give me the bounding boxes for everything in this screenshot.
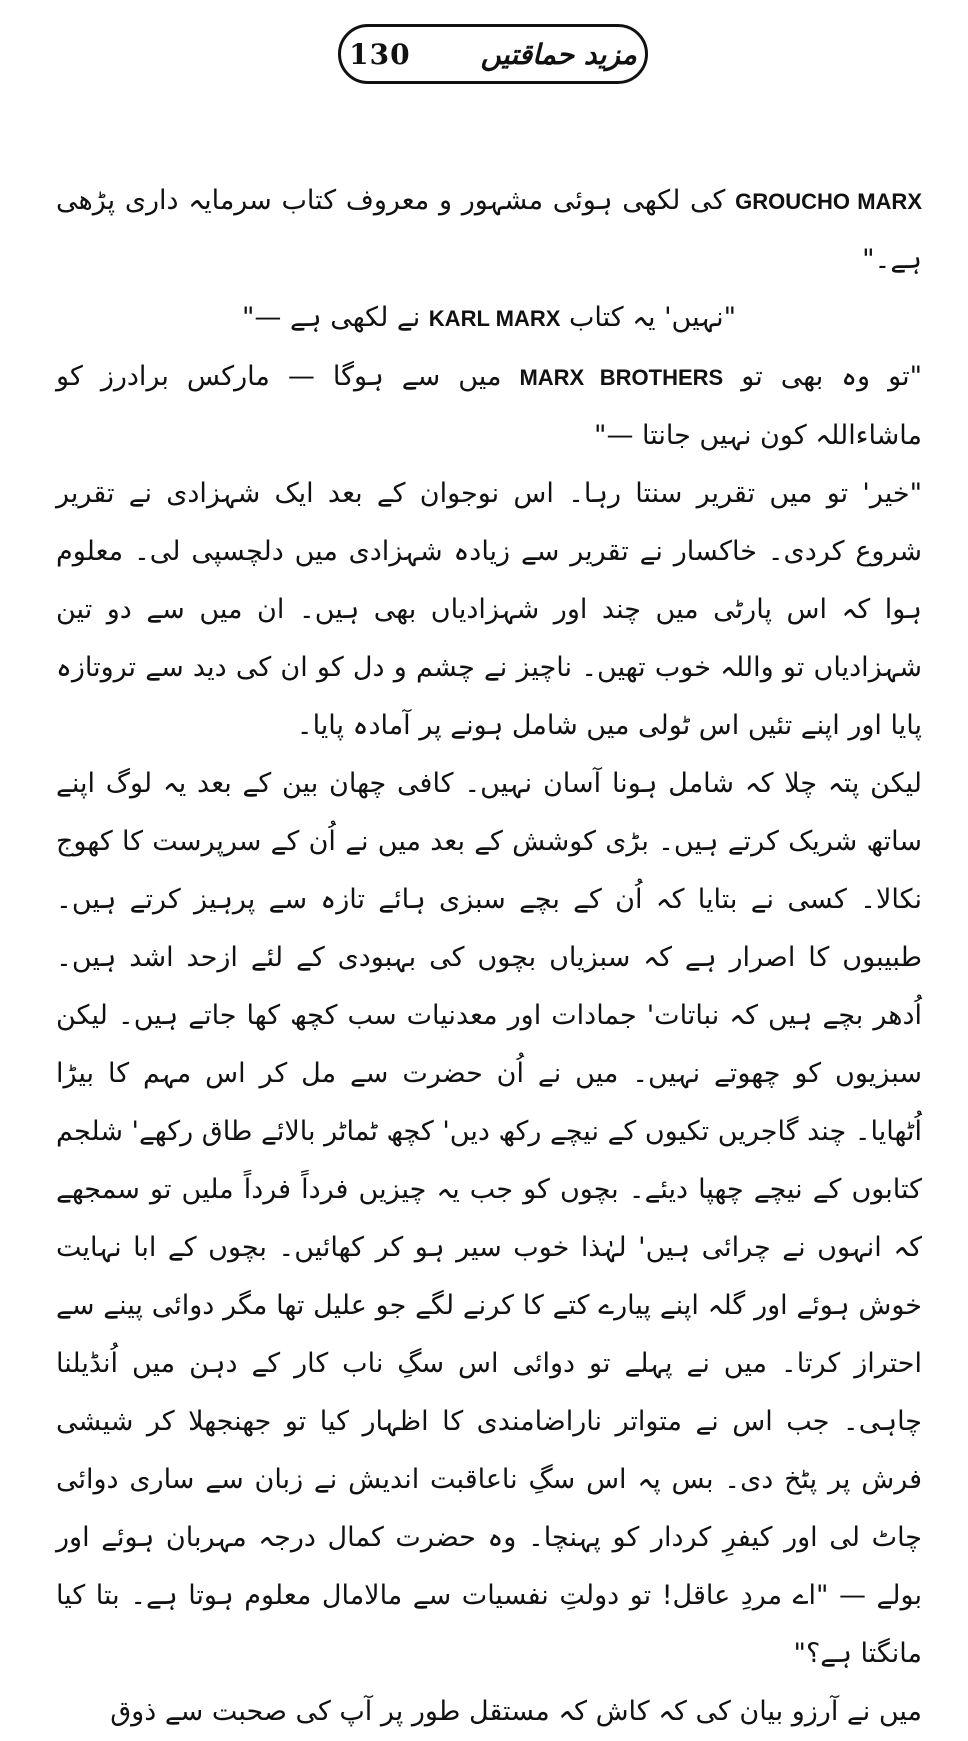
english-name: GROUCHO MARX xyxy=(735,189,922,214)
paragraph-1: GROUCHO MARX کی لکھی ہوئی مشہور و معروف کتاب سرمایہ داری پڑھی ہے۔" xyxy=(56,185,922,275)
paragraph-2: "نہیں' یہ کتاب KARL MARX نے لکھی ہے —" xyxy=(241,302,736,333)
body-text xyxy=(56,172,922,1741)
paragraph-5: لیکن پتہ چلا کہ شامل ہونا آسان نہیں۔ کافی چھان بین کے بعد یہ لوگ اپنے ساتھ شریک کرتے ہیں۔ بڑی کوشش کے بعد میں نے اُن کے سرپرست کا کھوج نکالا۔ کسی نے بتایا کہ اُن کے بچے سبزی ہائے تازہ سے پرہیز کرتے ہیں۔ طبیبوں کا اصرار ہے کہ سبزیاں بچوں کی بہبودی کے لئے ازحد اشد ہیں۔ اُدھر بچے ہیں کہ نباتات' جمادات اور معدنیات سب کچھ کھا جاتے ہیں۔ لیکن سبزیوں کو چھوتے نہیں۔ میں نے اُن حضرت سے مل کر اس مہم کا بیڑا اُٹھایا۔ چند گاجریں تکیوں کے نیچے رکھ دیں' کچھ ٹماٹر بالائے طاق رکھے' شلجم کتابوں کے نیچے چھپا دیئے۔ بچوں کو جب یہ چیزیں فرداً فرداً ملیں تو سمجھے کہ انہوں نے چرائی ہیں' لہٰذا خوب سیر ہو کر کھائیں۔ بچوں کے ابا نہایت خوش ہوئے اور گلہ اپنے پیارے کتے کا کرنے لگے جو علیل تھا مگر دوائی پینے سے احتراز کرتا۔ میں نے پہلے تو دوائی اس سگِ ناب کار کے دہن میں اُنڈیلنا چاہی۔ جب اس نے متواتر ناراضامندی کا اظہار کیا تو جھنجھلا کر شیشی فرش پر پٹخ دی۔ بس پہ اس سگِ ناعاقبت اندیش نے زبان سے ساری دوائی چاٹ لی اور کیفرِ کردار کو پہنچا۔ وہ حضرت کمال درجہ مہربان ہوئے اور بولے — "اے مردِ عاقل! تو دولتِ نفسیات سے مالامال معلوم ہوتا ہے۔ بتا کیا مانگتا ہے؟" xyxy=(56,768,922,1669)
paragraph-3: "تو وہ بھی تو MARX BROTHERS میں سے ہوگا — مارکس برادرز کو ماشاءاللہ کون نہیں جانتا —" xyxy=(56,361,922,451)
page-header xyxy=(338,24,648,84)
english-name: KARL MARX xyxy=(428,306,561,331)
paragraph-4: "خیر' تو میں تقریر سنتا رہا۔ اس نوجوان کے بعد ایک شہزادی نے تقریر شروع کردی۔ خاکسار نے تقریر سے زیادہ شہزادی میں دلچسپی لی۔ معلوم ہوا کہ اس پارٹی میں چند اور شہزادیاں بھی ہیں۔ ان میں سے دو تین شہزادیاں تو واللہ خوب تھیں۔ ناچیز نے چشم و دل کو ان کی دید سے تروتازہ پایا اور اپنے تئیں اس ٹولی میں شامل ہونے پر آمادہ پایا۔ xyxy=(56,478,922,741)
page-number: 130 xyxy=(349,37,411,71)
paragraph-6: میں نے آرزو بیان کی کہ کاش کہ مستقل طور پر آپ کی صحبت سے ذوق xyxy=(110,1696,922,1727)
english-name: MARX BROTHERS xyxy=(519,365,724,390)
book-title: مزید حماقتیں xyxy=(480,37,637,71)
